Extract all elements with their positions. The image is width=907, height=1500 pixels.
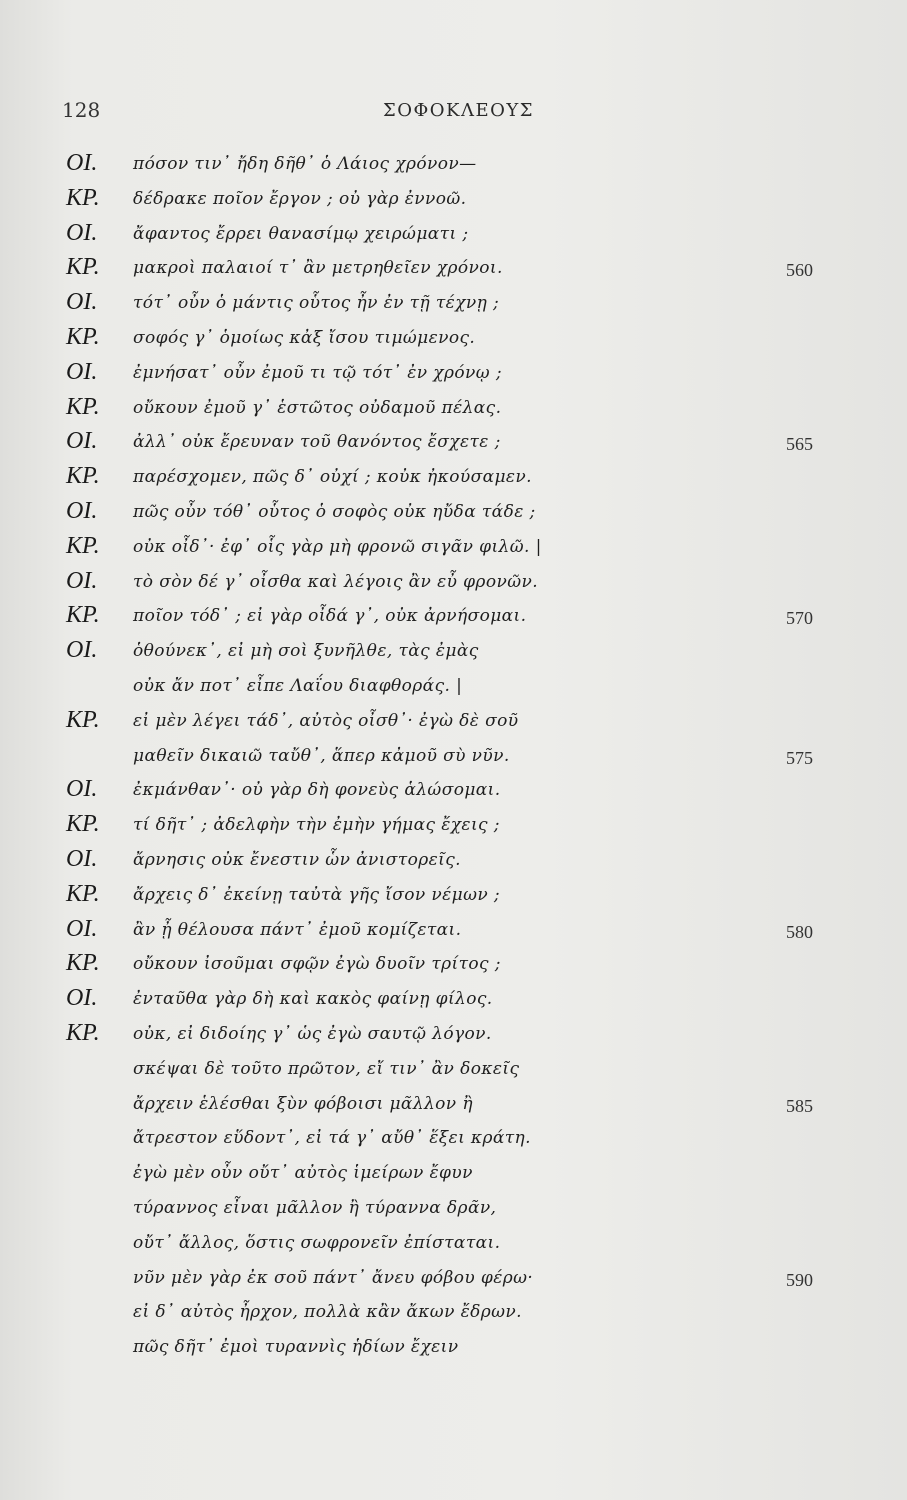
verse-line: [0, 881, 907, 917]
verse-line: [0, 1159, 907, 1195]
verse-text: τί δῆτ᾽ ; ἀδελφὴν τὴν ἐμὴν γήμας ἔχεις ;: [133, 815, 500, 836]
line-number: 565: [786, 434, 813, 455]
verse-text: ποῖον τόδ᾽ ; εἰ γὰρ οἶδά γ᾽, οὐκ ἀρνήσομαι.: [133, 606, 527, 627]
speaker-label: ΚΡ.: [66, 706, 100, 733]
line-number: 590: [786, 1269, 813, 1290]
line-number: 560: [786, 260, 813, 281]
verse-text: οὔτ᾽ ἄλλος, ὅστις σωφρονεῖν ἐπίσταται.: [133, 1232, 501, 1253]
verse-text: εἰ δ᾽ αὐτὸς ἦρχον, πολλὰ κἂν ἄκων ἔδρων.: [133, 1302, 522, 1323]
verse-line: [0, 220, 907, 256]
speaker-label: ΟΙ.: [66, 915, 98, 942]
verse-line: [0, 846, 907, 882]
verse-text: ἐγὼ μὲν οὖν οὔτ᾽ αὐτὸς ἱμείρων ἔφυν: [133, 1163, 473, 1184]
speaker-label: ΚΡ.: [66, 602, 100, 629]
verse-text: ἐκμάνθαν᾽· οὐ γὰρ δὴ φονεὺς ἁλώσομαι.: [133, 780, 501, 801]
verse-text: οὐκ, εἰ διδοίης γ᾽ ὡς ἐγὼ σαυτῷ λόγον.: [133, 1024, 492, 1044]
verse-line: [0, 1229, 907, 1265]
verse-text: οὐκ οἶδ᾽· ἐφ᾽ οἷς γὰρ μὴ φρονῶ σιγᾶν φιλῶ. |: [133, 536, 542, 557]
verse-text: τὸ σὸν δέ γ᾽ οἶσθα καὶ λέγοις ἂν εὖ φρονῶν.: [133, 571, 538, 592]
verse-text: δέδρακε ποῖον ἔργον ; οὐ γὰρ ἐννοῶ.: [133, 188, 467, 209]
running-title: ΣΟΦΟΚΛΕΟΥΣ: [383, 100, 534, 121]
speaker-label: ΟΙ.: [66, 358, 98, 385]
verse-line: [0, 289, 907, 325]
speaker-label: ΚΡ.: [66, 254, 100, 281]
verse-line: [0, 985, 907, 1021]
verse-line: [0, 672, 907, 708]
line-number: 585: [786, 1095, 813, 1116]
verse-text: πῶς δῆτ᾽ ἐμοὶ τυραννὶς ἡδίων ἔχειν: [133, 1337, 459, 1358]
verse-line: [0, 150, 907, 186]
line-number: 580: [786, 921, 813, 942]
verse-line: [0, 254, 907, 290]
verse-text: ἄφαντος ἔρρει θανασίμῳ χειρώματι ;: [133, 223, 469, 244]
verse-line: [0, 359, 907, 395]
page-header: [0, 98, 907, 130]
verse-text: τύραννος εἶναι μᾶλλον ἢ τύραννα δρᾶν,: [133, 1198, 497, 1218]
verse-text: μακροὶ παλαιοί τ᾽ ἂν μετρηθεῖεν χρόνοι.: [133, 258, 503, 279]
speaker-label: ΚΡ.: [66, 950, 100, 977]
verse-line: [0, 776, 907, 812]
verse-line: [0, 637, 907, 673]
verse-line: [0, 1333, 907, 1369]
verse-text: ἄρνησις οὐκ ἔνεστιν ὧν ἀνιστορεῖς.: [133, 850, 461, 870]
verse-line: [0, 1124, 907, 1160]
speaker-label: ΟΙ.: [66, 498, 98, 524]
line-number: 570: [786, 608, 813, 629]
speaker-label: ΟΙ.: [66, 985, 98, 1012]
speaker-label: ΚΡ.: [66, 463, 100, 490]
speaker-label: ΟΙ.: [66, 637, 98, 664]
verse-line: [0, 1090, 907, 1126]
verse-text: ἄρχειν ἑλέσθαι ξὺν φόβοισι μᾶλλον ἢ: [133, 1093, 473, 1114]
verse-text: οὐκ ἄν ποτ᾽ εἶπε Λαΐου διαφθοράς. |: [133, 676, 463, 696]
verse-line: [0, 1298, 907, 1334]
speaker-label: ΟΙ.: [66, 567, 98, 594]
verse-text: ἀλλ᾽ οὐκ ἔρευναν τοῦ θανόντος ἔσχετε ;: [133, 432, 501, 453]
verse-line: [0, 1194, 907, 1230]
verse-text: ὁθούνεκ᾽, εἰ μὴ σοὶ ξυνῆλθε, τὰς ἐμὰς: [133, 641, 479, 662]
verse-line: [0, 602, 907, 638]
verse-text: ἄρχεις δ᾽ ἐκείνῃ ταὐτὰ γῆς ἴσον νέμων ;: [133, 884, 501, 905]
verse-text: παρέσχομεν, πῶς δ᾽ οὐχί ; κοὐκ ἠκούσαμεν.: [133, 467, 532, 488]
speaker-label: ΚΡ.: [66, 532, 100, 559]
verse-line: [0, 394, 907, 430]
speaker-label: ΚΡ.: [66, 324, 100, 350]
speaker-label: ΚΡ.: [66, 393, 100, 420]
verse-line: [0, 1055, 907, 1091]
verse-text: μαθεῖν δικαιῶ ταὔθ᾽, ἅπερ κἀμοῦ σὺ νῦν.: [133, 745, 510, 766]
verse-line: [0, 742, 907, 778]
verse-line: [0, 533, 907, 569]
speaker-label: ΟΙ.: [66, 428, 98, 455]
verse-text: νῦν μὲν γὰρ ἐκ σοῦ πάντ᾽ ἄνευ φόβου φέρω·: [133, 1267, 534, 1288]
verse-text: οὔκουν ἰσοῦμαι σφῷν ἐγὼ δυοῖν τρίτος ;: [133, 954, 501, 975]
verse-line: [0, 463, 907, 499]
speaker-label: ΟΙ.: [66, 846, 98, 872]
page-number: 128: [62, 98, 101, 122]
speaker-label: ΚΡ.: [66, 880, 100, 907]
verse-line: [0, 916, 907, 952]
verse-text: πῶς οὖν τόθ᾽ οὗτος ὁ σοφὸς οὐκ ηὔδα τάδε ;: [133, 502, 536, 522]
verse-line: [0, 1020, 907, 1056]
verse-line: [0, 811, 907, 847]
verse-line: [0, 950, 907, 986]
verse-line: [0, 707, 907, 743]
speaker-label: ΟΙ.: [66, 150, 98, 176]
verse-text: οὔκουν ἐμοῦ γ᾽ ἑστῶτος οὐδαμοῦ πέλας.: [133, 397, 502, 418]
speaker-label: ΟΙ.: [66, 219, 98, 246]
verse-text: σκέψαι δὲ τοῦτο πρῶτον, εἴ τιν᾽ ἂν δοκεῖς: [133, 1058, 520, 1079]
verse-line: [0, 428, 907, 464]
verse-line: [0, 498, 907, 534]
verse-line: [0, 185, 907, 221]
verse-text: ἐνταῦθα γὰρ δὴ καὶ κακὸς φαίνῃ φίλος.: [133, 989, 493, 1010]
verse-text: ἂν ᾖ θέλουσα πάντ᾽ ἐμοῦ κομίζεται.: [133, 919, 462, 940]
verse-line: [0, 568, 907, 604]
verse-text: σοφός γ᾽ ὁμοίως κἀξ ἴσου τιμώμενος.: [133, 328, 476, 348]
speaker-label: ΚΡ.: [66, 184, 100, 211]
speaker-label: ΟΙ.: [66, 776, 98, 803]
speaker-label: ΟΙ.: [66, 289, 98, 316]
verse-text: ἄτρεστον εὕδοντ᾽, εἰ τά γ᾽ αὔθ᾽ ἕξει κράτη.: [133, 1128, 531, 1149]
line-number: 575: [786, 747, 813, 768]
verse-text: πόσον τιν᾽ ἤδη δῆθ᾽ ὁ Λάιος χρόνον—: [133, 154, 477, 174]
verse-text: ἐμνήσατ᾽ οὖν ἐμοῦ τι τῷ τότ᾽ ἐν χρόνῳ ;: [133, 362, 502, 383]
verse-text: εἰ μὲν λέγει τάδ᾽, αὐτὸς οἶσθ᾽· ἐγὼ δὲ σοῦ: [133, 710, 519, 731]
verse-text: τότ᾽ οὖν ὁ μάντις οὗτος ἦν ἐν τῇ τέχνῃ ;: [133, 293, 500, 314]
speaker-label: ΚΡ.: [66, 1020, 100, 1046]
verse-line: [0, 1264, 907, 1300]
speaker-label: ΚΡ.: [66, 811, 100, 838]
verse-line: [0, 324, 907, 360]
